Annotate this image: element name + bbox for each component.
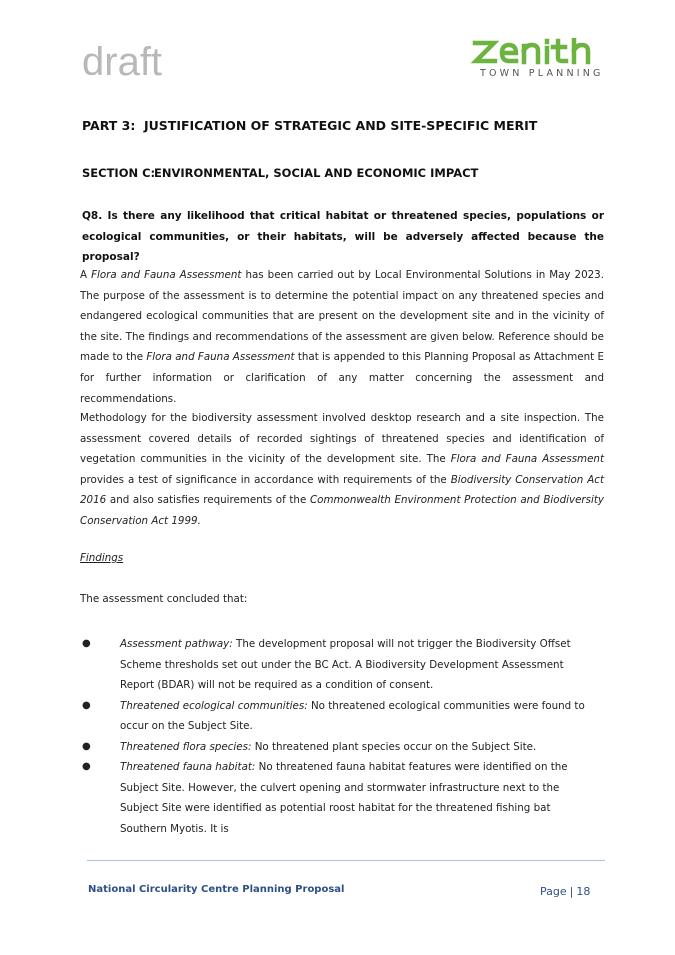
section-title: ENVIRONMENTAL, SOCIAL AND ECONOMIC IMPACT xyxy=(154,166,479,180)
zenith-logo-wordmark xyxy=(470,38,620,68)
zenith-logo xyxy=(470,38,620,68)
list-item xyxy=(80,737,600,758)
bullet-text: No threatened ecological communities were found to occur on the Subject Site. xyxy=(120,699,585,732)
p2-text-1: Methodology for the biodiversity assessment involved desktop research and a site inspection. The assessment covered details of recorded sightings of threatened species and identification of vegetation communities in the vicinity of the development site. The xyxy=(80,412,604,466)
p1-italic-1: Flora and Fauna Assessment xyxy=(91,269,242,281)
bullet-icon: ● xyxy=(82,740,91,752)
page-label: Page xyxy=(540,885,567,898)
bullet-icon: ● xyxy=(82,638,91,649)
logo-tagline: TOWN PLANNING xyxy=(480,68,604,79)
conclusion-intro: The assessment concluded that: xyxy=(80,593,248,605)
paragraph-methodology xyxy=(80,408,604,532)
p2-text-2: provides a test of significance in accordance with requirements of the xyxy=(80,473,451,486)
bullet-label: Threatened flora species: xyxy=(120,740,252,753)
part-heading xyxy=(82,118,537,133)
p1-text-2: has been carried out by Local Environmental Solutions in May 2023. The purpose of the assessment is to determine the potential impact on any threatened species and endangered ecological communities that are present on the development site and in the vicinity of the site. The findings and recommendations of the assessment are given below. Reference should be made to the xyxy=(80,269,604,364)
bullet-label: Threatened fauna habitat: xyxy=(120,761,256,773)
p2-italic-2: Biodiversity Conservation Act 2016 xyxy=(80,473,604,507)
findings-list xyxy=(80,634,600,839)
bullet-text: No threatened fauna habitat features were identified on the Subject Site. However, the culvert opening and stormwater infrastructure next to the Subject Site were identified as potential roost habitat for the threatened fishing bat Southern Myotis. It is xyxy=(120,761,568,835)
part-number: PART 3: xyxy=(82,118,136,133)
bullet-label: Assessment pathway: xyxy=(120,638,233,650)
bullet-text: The development proposal will not trigger the Biodiversity Offset Scheme thresholds set out under the BC Act. A Biodiversity Development Assessment Report (BDAR) will not be required as a condition of consent. xyxy=(120,638,571,691)
p2-italic-1: Flora and Fauna Assessment xyxy=(450,453,604,466)
bullet-text: No threatened plant species occur on the Subject Site. xyxy=(251,740,537,753)
p1-italic-2: Flora and Fauna Assessment xyxy=(146,351,295,364)
part-title: JUSTIFICATION OF STRATEGIC AND SITE-SPECIFIC MERIT xyxy=(144,118,538,133)
list-item xyxy=(80,634,600,696)
bullet-icon: ● xyxy=(82,699,91,711)
page-separator: | xyxy=(569,885,574,898)
draft-watermark: draft xyxy=(82,40,163,84)
footer-document-title: National Circularity Centre Planning Proposal xyxy=(88,884,345,895)
bullet-icon: ● xyxy=(82,761,91,772)
p1-text-3: that is appended to this Planning Proposal as Attachment E for further information or clarification of any matter concerning the assessment and recommendations. xyxy=(80,351,604,405)
question-text: Q8. Is there any likelihood that critical habitat or threatened species, populations or ecological communities, or their habitats, will be adversely affected because the proposal? xyxy=(82,210,604,263)
p2-italic-3: Commonwealth Environment Protection and Biodiversity Conservation Act 1999. xyxy=(80,494,604,527)
p2-text-3: and also satisfies requirements of the xyxy=(106,494,310,507)
paragraph-flora-assessment xyxy=(80,265,604,409)
findings-heading: Findings xyxy=(80,552,124,564)
section-number: SECTION C: xyxy=(82,166,156,180)
page-number xyxy=(540,885,590,898)
page-number-value: 18 xyxy=(576,885,591,898)
list-item xyxy=(80,696,600,737)
bullet-label: Threatened ecological communities: xyxy=(120,699,308,712)
footer-divider xyxy=(87,860,605,861)
section-heading xyxy=(82,166,478,180)
p1-text-1: A xyxy=(80,269,92,281)
list-item xyxy=(80,757,600,839)
